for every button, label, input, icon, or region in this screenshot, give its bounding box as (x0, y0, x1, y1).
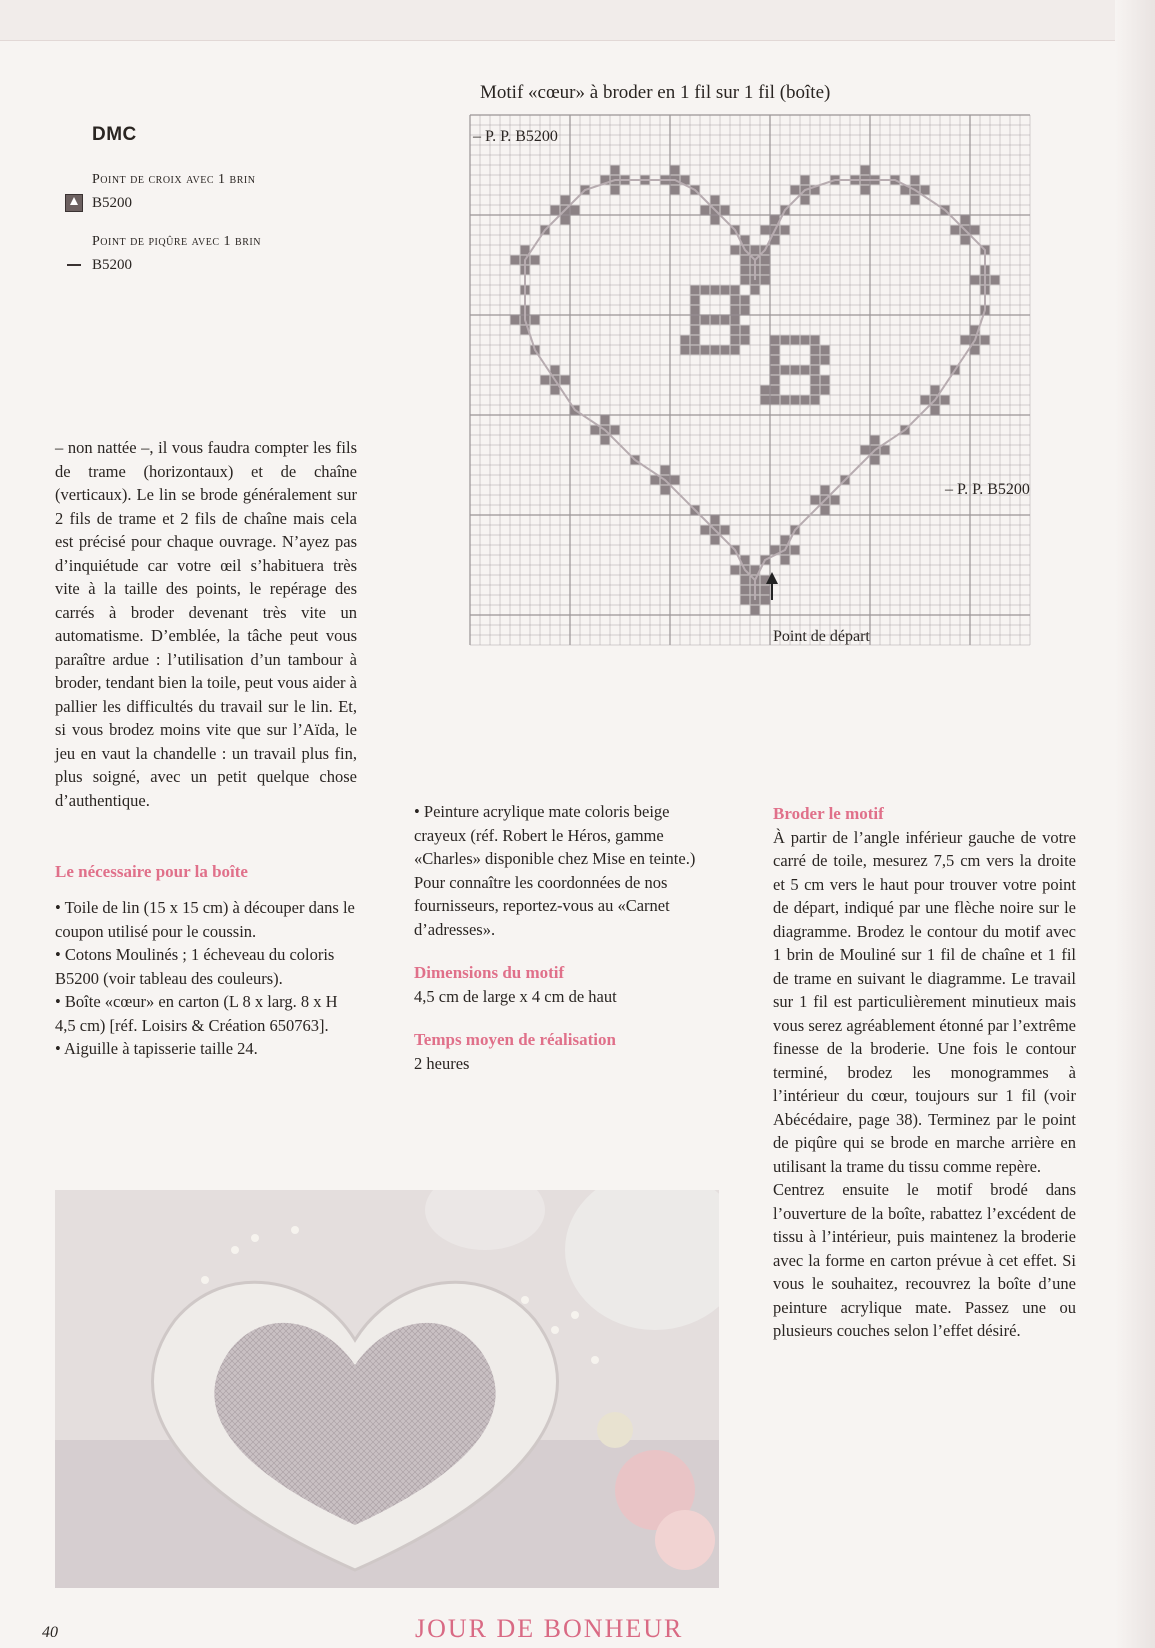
instructions-paragraph-1: À partir de l’angle inférieur gauche de votre carré de toile, mesurez 7,5 cm vers la droite et 5 cm vers le haut pour trouver votre point de départ, indiqué par une flèche noire sur le diagramme. Brodez le contour du motif avec 1 brin de Mouliné sur 1 fil de chaîne et 1 fil de trame en suivant le diagramme. Le travail sur 1 fil est particulièrement minutieux mais vous serez agréablement étonné par l’extrême finesse de la broderie. Une fois le contour terminé, brodez les monogrammes à l’intérieur du cœur, toujours sur 1 fil (voir Abécédaire, page 38). Terminez par le point de piqûre qui se brode en marche arrière en utilisant la trame du tissu comme repère. (773, 827, 1076, 1176)
stitch-cell (861, 166, 870, 175)
chart-label-top: – P. P. B5200 (473, 128, 558, 145)
chart-label-right: – P. P. B5200 (945, 481, 1030, 498)
stitch-cell (821, 486, 830, 495)
stitch-cell (721, 346, 730, 355)
stitch-cell (931, 386, 940, 395)
stitch-cell (811, 396, 820, 405)
stitch-cell (611, 186, 620, 195)
instructions-paragraph-2: Centrez ensuite le motif brodé dans l’ouverture de la boîte, rabattez l’excédent de tissu à l’intérieur, puis maintenez la broderie avec la forme en carton prévue à cet effet. Si vous le souhaitez, recouvrez la boîte d’une peinture acrylique mate. Passez une ou plusieurs couches selon l’effet désiré. (773, 1180, 1076, 1340)
stitch-cell (701, 346, 710, 355)
time-title: Temps moyen de réalisation (414, 1030, 616, 1049)
stitch-cell (691, 326, 700, 335)
stitch-cell (871, 456, 880, 465)
stitch-cell (771, 346, 780, 355)
stitch-cell (761, 586, 770, 595)
stitch-cell (821, 356, 830, 365)
stitch-cell (511, 316, 520, 325)
stitch-cell (801, 366, 810, 375)
stitch-cell (551, 206, 560, 215)
intro-column (55, 436, 357, 812)
stitch-cell (751, 246, 760, 255)
instructions-title: Broder le motif (773, 804, 884, 823)
stitch-cell (541, 376, 550, 385)
stitch-cell (791, 366, 800, 375)
stitch-cell (731, 326, 740, 335)
stitch-cell (791, 186, 800, 195)
stitch-cell (821, 376, 830, 385)
backstitch-symbol-icon (64, 256, 84, 274)
stitch-cell (871, 436, 880, 445)
stitch-cell (741, 326, 750, 335)
stitch-cell (981, 336, 990, 345)
stitch-cell (671, 166, 680, 175)
cross-stitch-chart (465, 110, 1075, 675)
stitch-cell (731, 306, 740, 315)
stitch-cell (801, 396, 810, 405)
suppliers-note: Pour connaître les coordonnées de nos fournisseurs, reportez-vous au «Carnet d’adresses». (414, 872, 670, 939)
stitch-cell (671, 186, 680, 195)
chart-title: Motif «cœur» à broder en 1 fil sur 1 fil (boîte) (480, 82, 831, 103)
stitch-cell (741, 586, 750, 595)
dimensions-text: 4,5 cm de large x 4 cm de haut (414, 986, 617, 1006)
stitch-cell (811, 496, 820, 505)
stitch-cell (531, 256, 540, 265)
stitch-cell (591, 426, 600, 435)
stitch-cell (991, 276, 1000, 285)
time-text: 2 heures (414, 1053, 470, 1073)
stitch-cell (731, 246, 740, 255)
legend-cross-heading: Point de croix avec 1 brin (92, 172, 256, 187)
page-right-edge (1115, 0, 1155, 1648)
stitch-cell (731, 296, 740, 305)
heart-box-image (55, 1190, 719, 1588)
stitch-cell (691, 336, 700, 345)
stitch-cell (761, 276, 770, 285)
stitch-cell (701, 316, 710, 325)
stitch-cell (611, 166, 620, 175)
dimensions-title: Dimensions du motif (414, 963, 565, 982)
chart-grid (465, 110, 1075, 675)
stitch-cell (921, 186, 930, 195)
stitch-cell (761, 596, 770, 605)
stitch-cell (861, 186, 870, 195)
stitch-cell (731, 286, 740, 295)
stitch-cell (701, 206, 710, 215)
list-item: • Aiguille à tapisserie taille 24. (55, 1039, 258, 1058)
stitch-cell (751, 286, 760, 295)
magazine-title: JOUR DE BONHEUR (415, 1614, 684, 1643)
stitch-cell (691, 306, 700, 315)
stitch-cell (711, 516, 720, 525)
stitch-cell (931, 406, 940, 415)
stitch-cell (801, 336, 810, 345)
stitch-cell (801, 176, 810, 185)
stitch-cell (771, 386, 780, 395)
stitch-cell (811, 356, 820, 365)
stitch-cell (681, 336, 690, 345)
stitch-cell (811, 366, 820, 375)
stitch-cell (711, 216, 720, 225)
stitch-cell (951, 226, 960, 235)
list-item: • Boîte «cœur» en carton (L 8 x larg. 8 x H 4,5 cm) [réf. Loisirs & Création 650763]. (55, 992, 338, 1035)
stitch-cell (881, 446, 890, 455)
stitch-cell (721, 316, 730, 325)
legend-brand: DMC (92, 124, 137, 145)
stitch-cell (771, 376, 780, 385)
stitch-cell (751, 606, 760, 615)
stitch-cell (741, 336, 750, 345)
stitch-cell (611, 426, 620, 435)
stitch-cell (971, 276, 980, 285)
stitch-cell (701, 526, 710, 535)
stitch-cell (761, 256, 770, 265)
stitch-cell (721, 286, 730, 295)
stitch-cell (761, 266, 770, 275)
stitch-cell (971, 226, 980, 235)
legend-backstitch-code: B5200 (92, 256, 133, 273)
stitch-cell (791, 336, 800, 345)
stitch-cell (741, 296, 750, 305)
stitch-cell (601, 416, 610, 425)
stitch-cell (771, 356, 780, 365)
stitch-cell (551, 366, 560, 375)
stitch-cell (911, 196, 920, 205)
stitch-cell (691, 296, 700, 305)
stitch-cell (731, 346, 740, 355)
intro-paragraph: – non nattée –, il vous faudra compter les fils de trame (horizontaux) et de chaîne (verticaux). Le lin se brode généralement sur 2 fils de trame et 2 fils de chaîne mais cela est précisé pour chaque ouvrage. N’ayez pas d’inquiétude car votre œil s’habituera très vite à la taille des points, le repérage des carrés à broder devenant très vite un automatisme. D’emblée, la tâche peut vous paraître ardue : l’utilisation d’un tambour à broder, tendant bien la toile, peut vous aider à pallier les difficultés du travail sur le lin. Et, si vous brodez moins vite que sur l’Aïda, le jeu en vaut la chandelle : un travail plus fin, plus soigné, avec un petit quelque chose d’authentique. (55, 438, 357, 810)
page-top-edge (0, 0, 1155, 41)
stitch-cell (731, 566, 740, 575)
list-item: • Toile de lin (15 x 15 cm) à découper dans le coupon utilisé pour le coussin. (55, 898, 355, 941)
stitch-cell (811, 336, 820, 345)
stitch-cell (701, 286, 710, 295)
stitch-cell (671, 476, 680, 485)
stitch-cell (551, 386, 560, 395)
stitch-cell (691, 286, 700, 295)
stitch-cell (821, 506, 830, 515)
necessaire-title: Le nécessaire pour la boîte (55, 862, 248, 881)
stitch-cell (801, 196, 810, 205)
stitch-cell (531, 316, 540, 325)
stitch-cell (811, 386, 820, 395)
stitch-cell (971, 346, 980, 355)
stitch-cell (781, 396, 790, 405)
stitch-cell (731, 316, 740, 325)
stitch-cell (791, 546, 800, 555)
legend-cross-row (64, 194, 392, 212)
stitch-cell (781, 226, 790, 235)
stitch-cell (741, 596, 750, 605)
stitch-cell (601, 436, 610, 445)
stitch-cell (821, 386, 830, 395)
stitch-cell (561, 196, 570, 205)
list-item: • Cotons Moulinés ; 1 écheveau du coloris B5200 (voir tableau des couleurs). (55, 945, 335, 988)
stitch-cell (721, 206, 730, 215)
stitch-cell (771, 336, 780, 345)
stitch-cell (711, 196, 720, 205)
stitch-cell (771, 396, 780, 405)
stitch-cell (711, 346, 720, 355)
stitch-cell (711, 286, 720, 295)
stitch-cell (691, 346, 700, 355)
backstitch-vine (525, 180, 985, 600)
stitch-cell (561, 376, 570, 385)
stitch-cell (731, 336, 740, 345)
stitch-cell (711, 316, 720, 325)
stitch-cell (561, 216, 570, 225)
stitch-cell (791, 396, 800, 405)
stitch-cell (741, 266, 750, 275)
legend-backstitch-heading: Point de piqûre avec 1 brin (92, 234, 261, 249)
stitch-cell (961, 336, 970, 345)
stitch-cell (741, 276, 750, 285)
stitch-cell (521, 246, 530, 255)
chart-label-start: Point de départ (773, 628, 870, 645)
stitch-cell (761, 226, 770, 235)
stitch-cell (961, 236, 970, 245)
stitch-cell (571, 206, 580, 215)
stitch-cell (651, 476, 660, 485)
stitch-cell (661, 466, 670, 475)
color-legend (92, 124, 392, 296)
stitch-cell (761, 386, 770, 395)
necessaire-section (55, 862, 357, 1061)
stitch-cell (811, 376, 820, 385)
legend-cross-code: B5200 (92, 194, 133, 211)
cross-stitch-symbol-icon (64, 194, 84, 212)
stitch-cell (781, 366, 790, 375)
stitch-cell (691, 316, 700, 325)
stitch-cell (821, 346, 830, 355)
stitch-cell (941, 396, 950, 405)
stitch-cell (781, 556, 790, 565)
stitch-cell (911, 176, 920, 185)
stitch-cell (781, 336, 790, 345)
stitch-cell (961, 216, 970, 225)
page-number: 40 (42, 1624, 58, 1641)
stitch-cell (721, 526, 730, 535)
stitch-cell (921, 396, 930, 405)
stitch-cell (741, 256, 750, 265)
legend-backstitch-row (64, 256, 392, 274)
stitch-cell (741, 576, 750, 585)
materials-column (414, 800, 720, 1095)
stitch-cell (511, 256, 520, 265)
stitch-cell (831, 496, 840, 505)
stitch-cell (661, 486, 670, 495)
stitch-cell (741, 306, 750, 315)
stitch-cell (771, 366, 780, 375)
paint-item: • Peinture acrylique mate coloris beige crayeux (réf. Robert le Héros, gamme «Charles» disponible chez Mise en teinte.) (414, 802, 696, 868)
stitch-cell (761, 396, 770, 405)
stitch-cell (861, 446, 870, 455)
stitch-cell (711, 536, 720, 545)
photo-heart-box (55, 1190, 719, 1588)
stitch-cell (681, 346, 690, 355)
instructions-column (773, 802, 1076, 1343)
stitch-cell (811, 346, 820, 355)
